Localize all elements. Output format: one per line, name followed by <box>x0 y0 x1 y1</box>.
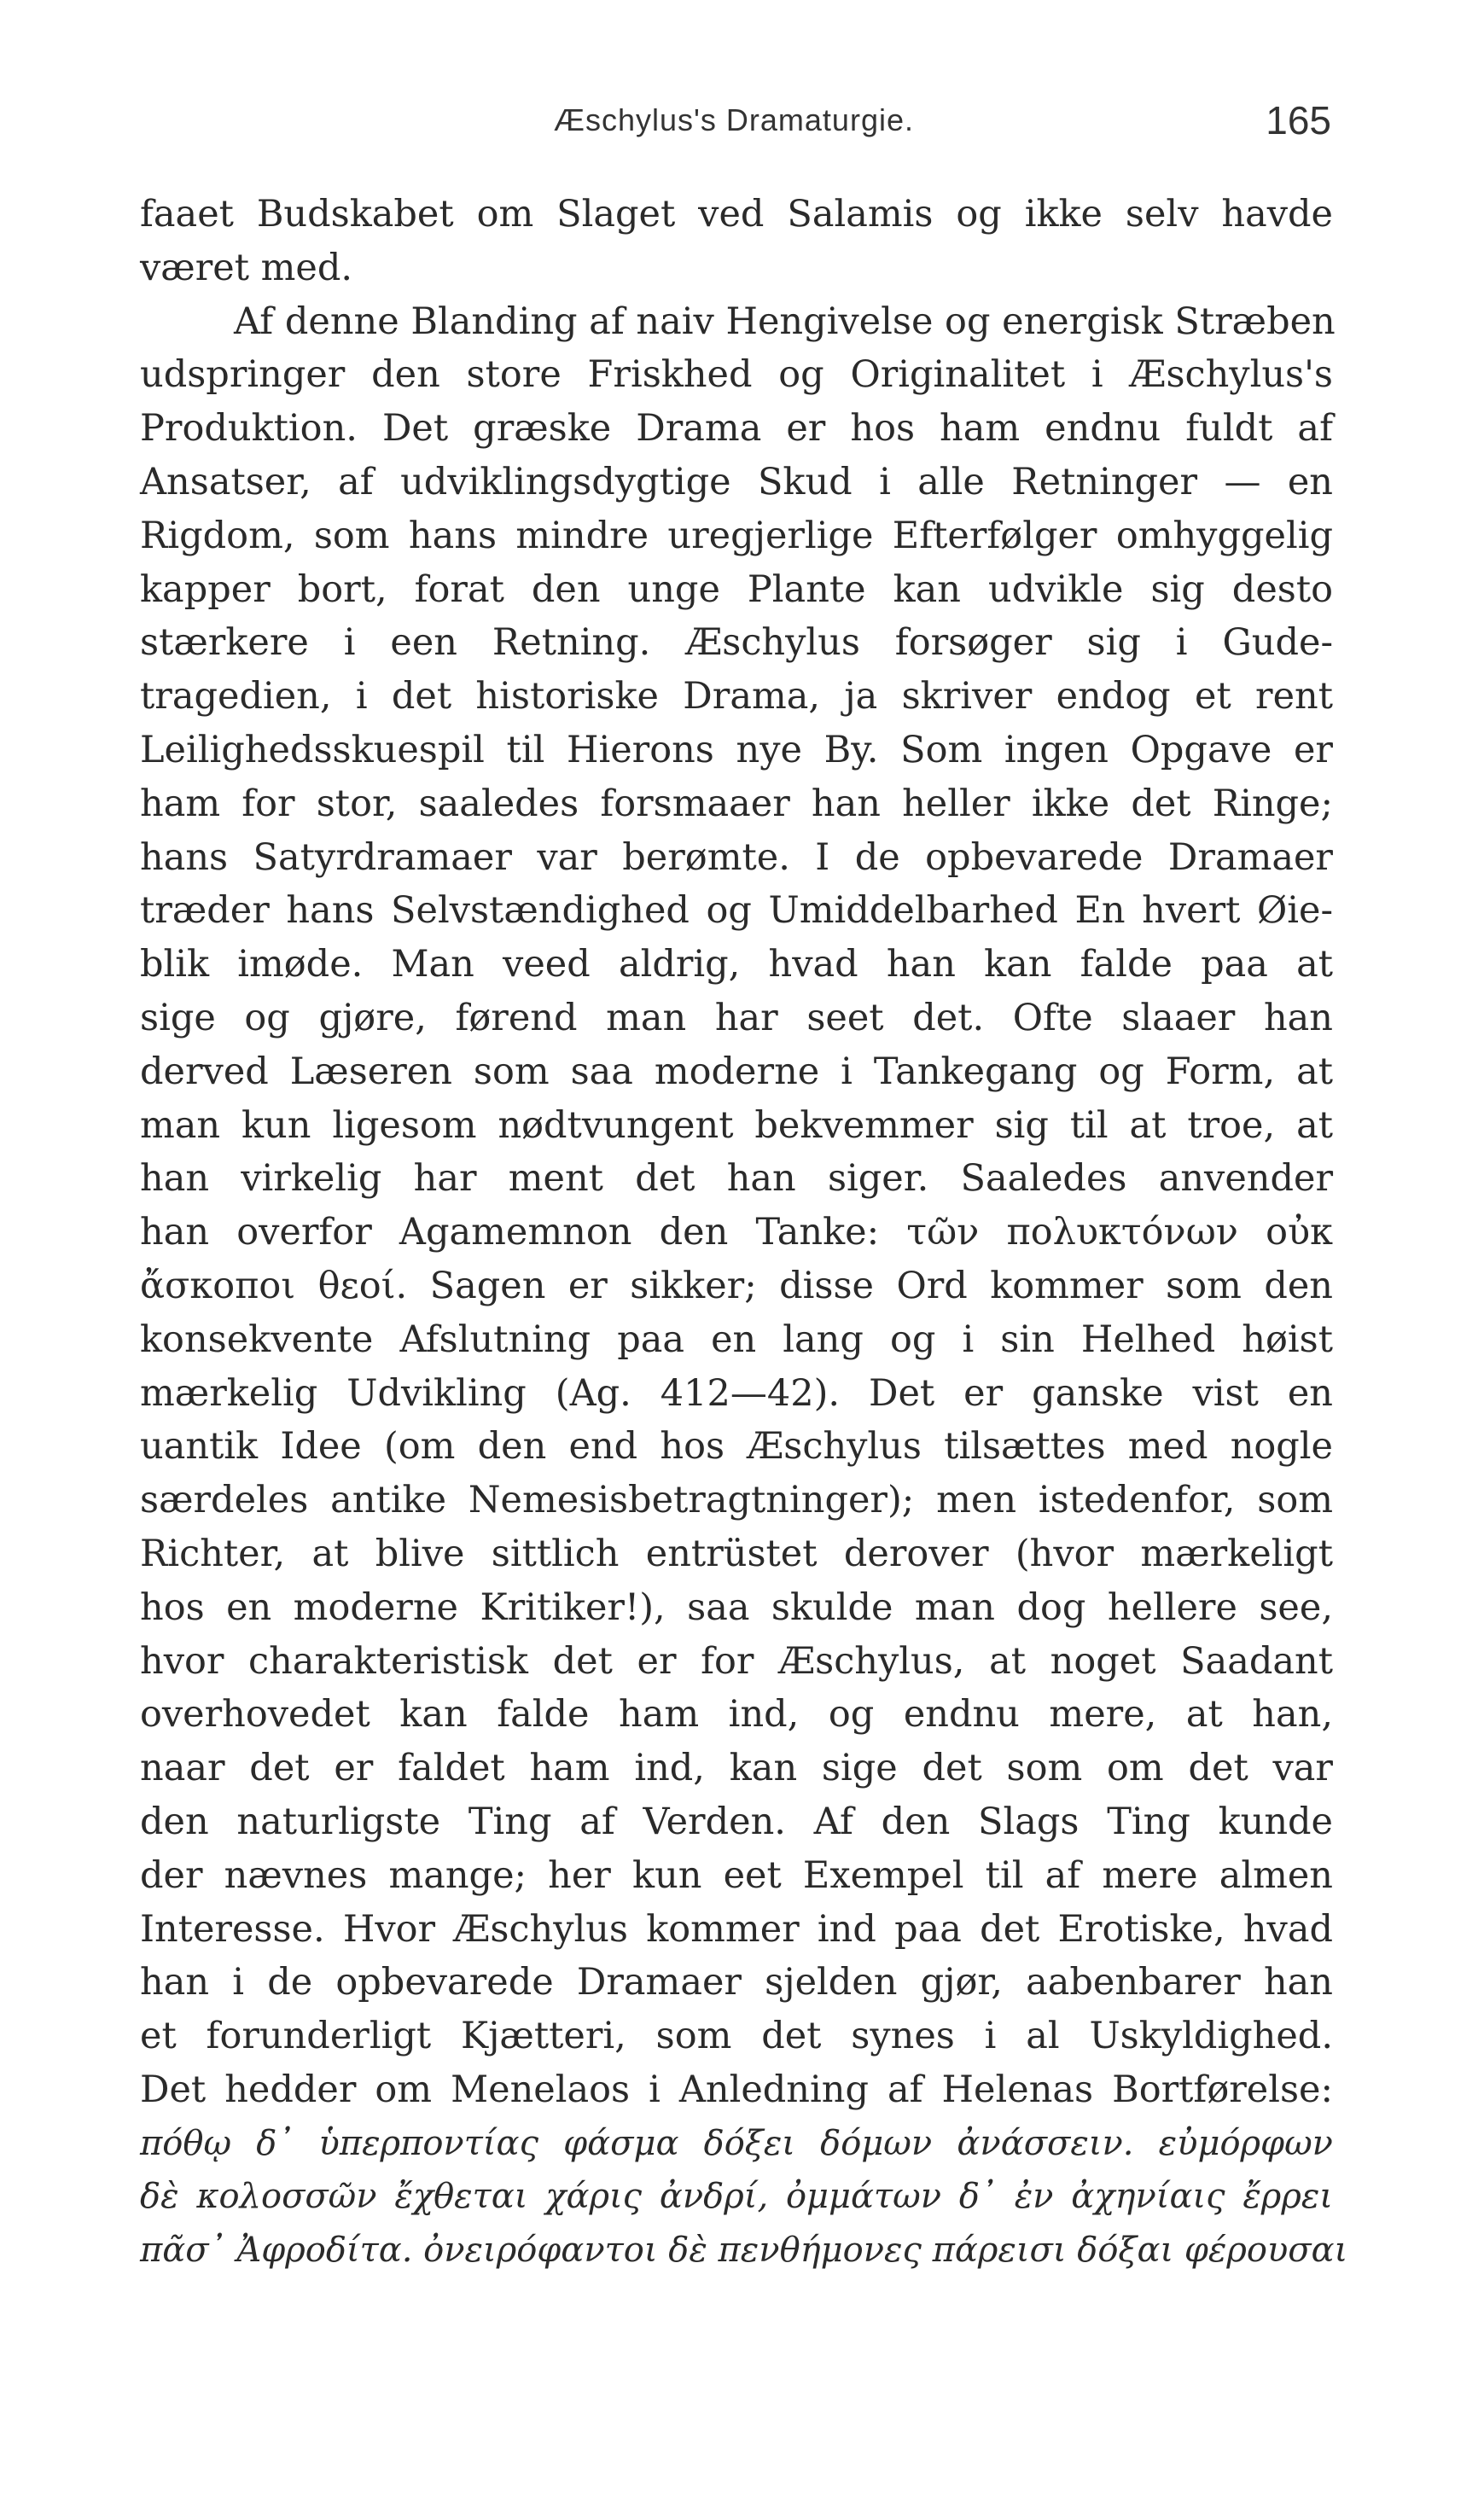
text-line: hvor charakteristisk det er for Æschylus, at noget Saadant <box>140 1639 1333 1683</box>
greek-quote-line: δὲ κολοσσῶν ἔχθεται χάρις ἀνδρί, ὀμμάτων δ᾽ ἐν ἀχηνίαις ἔρρει <box>140 2177 1333 2217</box>
text-line: blik imøde. Man veed aldrig, hvad han kan falde paa at <box>140 943 1333 986</box>
text-line: derved Læseren som saa moderne i Tankegang og Form, at <box>140 1050 1333 1093</box>
text-line: været med. <box>140 246 353 289</box>
text-line: man kun ligesom nødtvungent bekvemmer sig til at troe, at <box>140 1103 1333 1147</box>
text-line: Af denne Blanding af naiv Hengivelse og energisk Stræben <box>234 300 1336 343</box>
text-line: Ansatser, af udviklingsdygtige Skud i alle Retninger — en <box>140 460 1333 503</box>
text-line: Richter, at blive sittlich entrüstet derover (hvor mærkeligt <box>140 1532 1333 1575</box>
text-line: sige og gjøre, førend man har seet det. Ofte slaaer han <box>140 996 1333 1039</box>
text-line: udspringer den store Friskhed og Originalitet i Æschylus's <box>140 353 1333 397</box>
text-line: Produktion. Det græske Drama er hos ham endnu fuldt af <box>140 407 1333 451</box>
text-line: Det hedder om Menelaos i Anledning af Helenas Bortførelse: <box>140 2068 1333 2111</box>
text-line: han overfor Agamemnon den Tanke: τῶν πολυκτόνων οὐκ <box>140 1211 1333 1254</box>
page-number: 165 <box>1266 98 1331 143</box>
text-line: tragedien, i det historiske Drama, ja skriver endog et rent <box>140 675 1333 718</box>
text-line: ἄσκοποι θεοί. Sagen er sikker; disse Ord kommer som den <box>140 1264 1333 1307</box>
text-line: ham for stor, saaledes forsmaaer han heller ikke det Ringe; <box>140 782 1333 825</box>
greek-quote-line: πᾶσ᾽ Ἀφροδίτα. ὀνειρόφαντοι δὲ πενθήμονες πάρεισι δόξαι φέρουσαι <box>140 2231 1348 2271</box>
text-line: kapper bort, forat den unge Plante kan udvikle sig desto <box>140 567 1333 611</box>
text-line: den naturligste Ting af Verden. Af den Slags Ting kunde <box>140 1800 1333 1843</box>
text-line: han virkelig har ment det han siger. Saaledes anvender <box>140 1157 1333 1201</box>
text-line: Leilighedsskuespil til Hierons nye By. Som ingen Opgave er <box>140 728 1333 771</box>
text-line: hos en moderne Kritiker!), saa skulde man dog hellere see, <box>140 1585 1333 1629</box>
text-line: naar det er faldet ham ind, kan sige det som om det var <box>140 1747 1333 1790</box>
text-line: uantik Idee (om den end hos Æschylus tilsættes med nogle <box>140 1425 1333 1469</box>
text-line: særdeles antike Nemesisbetragtninger); men istedenfor, som <box>140 1479 1333 1522</box>
text-line: han i de opbevarede Dramaer sjelden gjør, aabenbarer han <box>140 1961 1333 2004</box>
text-line: Rigdom, som hans mindre uregjerlige Efterfølger omhyggelig <box>140 514 1333 557</box>
running-title: Æschylus's Dramaturgie. <box>554 102 914 137</box>
text-line: et forunderligt Kjætteri, som det synes i al Uskyldighed. <box>140 2015 1333 2058</box>
text-line: mærkelig Udvikling (Ag. 412—42). Det er ganske vist en <box>140 1371 1333 1415</box>
text-line: Interesse. Hvor Æschylus kommer ind paa det Erotiske, hvad <box>140 1907 1333 1951</box>
text-line: overhovedet kan falde ham ind, og endnu mere, at han, <box>140 1693 1333 1737</box>
running-head <box>137 96 1331 147</box>
text-line: stærkere i een Retning. Æschylus forsøger sig i Gude- <box>140 621 1333 665</box>
text-line: konsekvente Afslutning paa en lang og i sin Helhed høist <box>140 1318 1333 1361</box>
body-text <box>140 188 1348 2278</box>
text-line: træder hans Selvstændighed og Umiddelbarhed En hvert Øie- <box>140 889 1333 933</box>
greek-quote-line: πόθῳ δ᾽ ὑπερποντίας φάσμα δόξει δόμων ἀνάσσειν. εὐμόρφων <box>140 2123 1333 2163</box>
text-line: faaet Budskabet om Slaget ved Salamis og ikke selv havde <box>140 193 1333 236</box>
text-line: hans Satyrdramaer var berømte. I de opbevarede Dramaer <box>140 835 1333 879</box>
text-line: der nævnes mange; her kun eet Exempel til af mere almen <box>140 1853 1333 1897</box>
